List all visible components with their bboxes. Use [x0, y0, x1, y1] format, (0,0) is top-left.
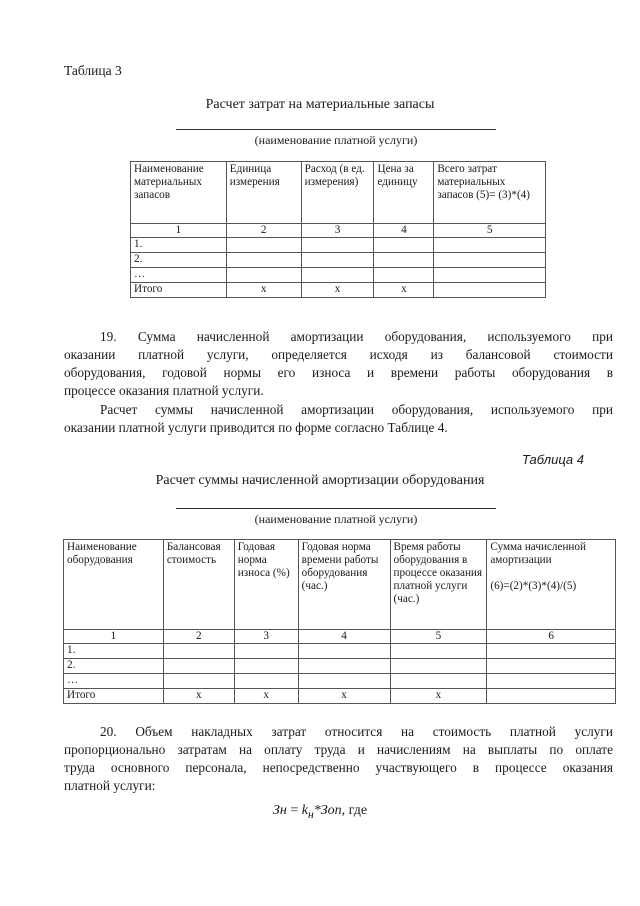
table-cell: 1.	[131, 238, 227, 253]
table4-label: Таблица 4	[521, 452, 584, 467]
header-cell: Единица измерения	[226, 162, 301, 224]
text-line: 20. Объем накладных затрат относится на стоимость платной услуги	[100, 724, 613, 739]
table-cell	[434, 238, 546, 253]
table-cell	[301, 268, 374, 283]
table-cell	[434, 283, 546, 298]
paragraph-20	[64, 723, 613, 795]
table-cell	[434, 268, 546, 283]
table-cell	[390, 659, 487, 674]
table-cell	[234, 644, 298, 659]
text-line: оборудования, годовой нормы его износа и времени работы оборудования в	[64, 365, 613, 380]
table-header-row	[64, 540, 616, 630]
table-cell	[374, 253, 434, 268]
table-cell	[298, 674, 390, 689]
formula-tail: , где	[341, 803, 368, 818]
table-cell	[234, 674, 298, 689]
column-number: 3	[234, 630, 298, 644]
column-number: 3	[301, 224, 374, 238]
column-number: 2	[226, 224, 301, 238]
table-header-row	[131, 162, 546, 224]
column-number: 1	[131, 224, 227, 238]
table-cell	[374, 238, 434, 253]
paragraph-19	[64, 328, 613, 400]
table-cell: …	[131, 268, 227, 283]
depreciation-table	[63, 539, 616, 704]
table-cell	[163, 644, 234, 659]
total-row	[64, 689, 616, 704]
table-cell: х	[226, 283, 301, 298]
column-number: 4	[374, 224, 434, 238]
table-cell	[298, 659, 390, 674]
text-line: 19. Сумма начисленной амортизации оборудования, используемого при	[100, 329, 613, 344]
table-row	[131, 253, 546, 268]
header-cell: Цена за единицу	[374, 162, 434, 224]
table3-subtitle: (наименование платной услуги)	[254, 133, 418, 147]
paragraph-19-reference	[64, 401, 613, 437]
total-row	[131, 283, 546, 298]
table-cell	[234, 659, 298, 674]
table-cell	[226, 238, 301, 253]
column-number: 6	[487, 630, 616, 644]
table-row	[64, 674, 616, 689]
service-name-line	[176, 508, 496, 509]
header-cell: Наименование материальных запасов	[131, 162, 227, 224]
table-row	[131, 238, 546, 253]
table4-title: Расчет суммы начисленной амортизации оборудования	[155, 473, 485, 488]
table-cell: 2.	[131, 253, 227, 268]
table-cell	[301, 253, 374, 268]
table-cell	[374, 268, 434, 283]
column-number: 5	[390, 630, 487, 644]
service-name-line	[176, 129, 496, 130]
column-number: 4	[298, 630, 390, 644]
overhead-formula	[0, 803, 640, 821]
text-line: оказании платной услуги, определяется исходя из балансовой стоимости	[64, 347, 613, 362]
formula-equals: =	[286, 803, 302, 818]
header-cell	[487, 540, 616, 630]
table-cell: х	[234, 689, 298, 704]
header-cell: Годовая норма времени работы оборудования (час.)	[298, 540, 390, 630]
table-cell: 2.	[64, 659, 164, 674]
table-row	[131, 268, 546, 283]
table-cell: х	[163, 689, 234, 704]
header-cell: Наименование оборудования	[64, 540, 164, 630]
header-text: Сумма начисленной амортизации	[490, 541, 587, 566]
column-number: 2	[163, 630, 234, 644]
text-line: пропорционально затратам на оплату труда и начислениям на выплаты по оплате	[64, 742, 613, 757]
table-cell: х	[298, 689, 390, 704]
table-cell	[226, 253, 301, 268]
text-line: оказании платной услуги приводится по форме согласно Таблице 4.	[64, 420, 448, 435]
table-cell	[487, 659, 616, 674]
formula-coefficient: k	[301, 803, 308, 818]
header-cell: Годовая норма износа (%)	[234, 540, 298, 630]
table-cell: Итого	[64, 689, 164, 704]
column-number: 5	[434, 224, 546, 238]
table-row	[64, 644, 616, 659]
table-cell: х	[374, 283, 434, 298]
table-cell	[163, 659, 234, 674]
formula-coefficient-subscript: н	[307, 807, 314, 821]
text-line: труда основного персонала, непосредственно участвующего в процессе оказания	[64, 760, 613, 775]
table-cell: 1.	[64, 644, 164, 659]
formula-rhs: *Зоп	[313, 803, 342, 818]
table-cell: х	[301, 283, 374, 298]
table-cell	[163, 674, 234, 689]
column-number-row	[131, 224, 546, 238]
table-cell	[390, 674, 487, 689]
text-line: Расчет суммы начисленной амортизации оборудования, используемого при	[100, 402, 613, 417]
header-cell: Всего затрат материальных запасов (5)= (3)*(4)	[434, 162, 546, 224]
header-cell: Балансовая стоимость	[163, 540, 234, 630]
header-cell: Время работы оборудования в процессе оказания платной услуги (час.)	[390, 540, 487, 630]
column-number-row	[64, 630, 616, 644]
column-number: 1	[64, 630, 164, 644]
formula-text: (6)=(2)*(3)*(4)/(5)	[490, 580, 577, 592]
table-cell	[298, 644, 390, 659]
table4-subtitle: (наименование платной услуги)	[254, 512, 418, 526]
table-cell	[301, 238, 374, 253]
formula-lhs: Зн	[272, 803, 287, 818]
text-line: процессе оказания платной услуги.	[64, 383, 264, 398]
table-cell	[487, 644, 616, 659]
table-cell: Итого	[131, 283, 227, 298]
header-cell: Расход (в ед. измерения)	[301, 162, 374, 224]
table-cell	[434, 253, 546, 268]
materials-cost-table	[130, 161, 546, 298]
table3-label: Таблица 3	[64, 63, 122, 78]
table3-title: Расчет затрат на материальные запасы	[205, 97, 435, 112]
table-row	[64, 659, 616, 674]
table-cell	[487, 674, 616, 689]
table-cell	[226, 268, 301, 283]
table-cell: …	[64, 674, 164, 689]
table-cell	[487, 689, 616, 704]
text-line: платной услуги:	[64, 778, 156, 793]
table-cell: х	[390, 689, 487, 704]
table-cell	[390, 644, 487, 659]
